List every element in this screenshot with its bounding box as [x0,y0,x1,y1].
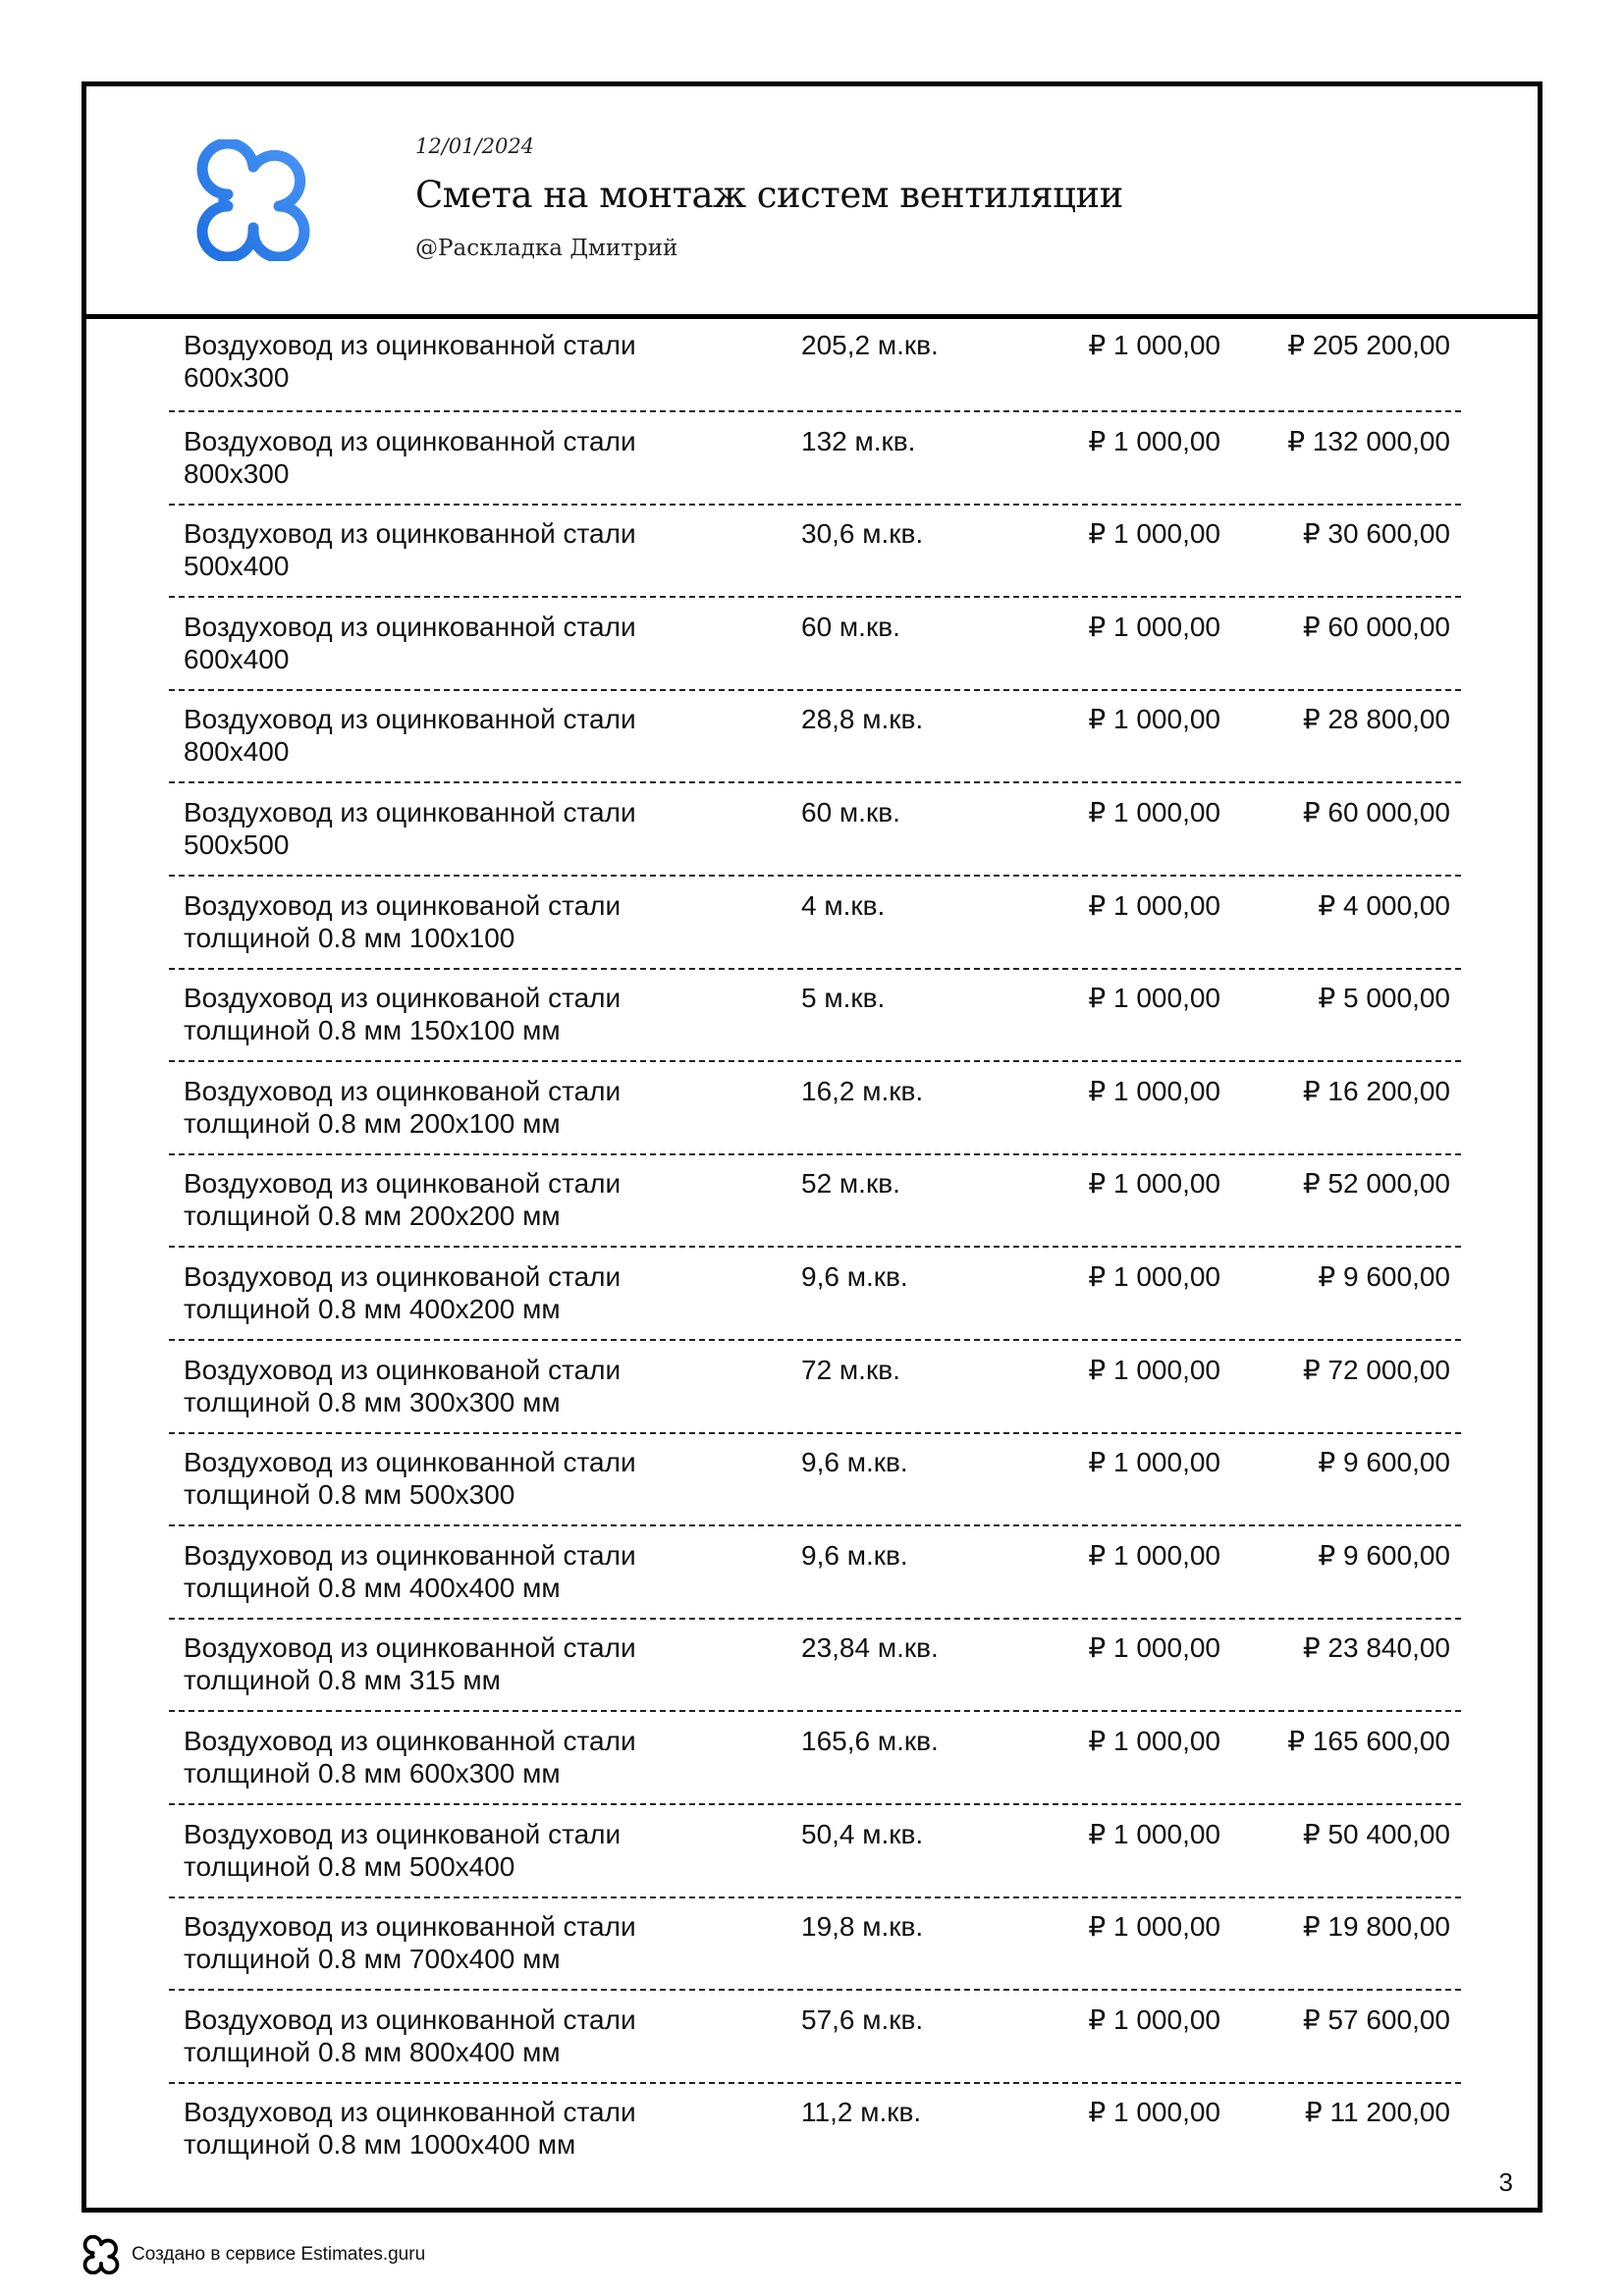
item-unit-price: ₽ 1 000,00 [1088,1260,1220,1292]
item-unit-price: ₽ 1 000,00 [1088,330,1220,360]
item-unit-price: ₽ 1 000,00 [1088,1354,1220,1385]
estimates-logo-icon [82,2235,120,2274]
footer [82,2235,425,2274]
item-total: ₽ 30 600,00 [1302,518,1450,550]
item-name: Воздуховод из оцинкованой стали толщиной 0.8 мм 100x100 [184,889,622,953]
item-unit-price: ₽ 1 000,00 [1088,425,1220,456]
item-quantity: 52 м.кв. [801,1168,900,1200]
item-total: ₽ 9 600,00 [1318,1447,1450,1478]
table-row [169,693,1461,783]
item-unit-price: ₽ 1 000,00 [1088,1818,1220,1849]
item-unit-price: ₽ 1 000,00 [1088,1168,1220,1200]
item-quantity: 132 м.кв. [801,425,916,456]
item-unit-price: ₽ 1 000,00 [1088,1911,1220,1943]
table-row [169,601,1461,691]
item-quantity: 19,8 м.кв. [801,1911,924,1943]
footer-credit: Создано в сервисе Estimates.guru [132,2244,426,2265]
item-total: ₽ 50 400,00 [1302,1818,1450,1849]
item-quantity: 57,6 м.кв. [801,2003,924,2035]
document-date: 12/01/2024 [415,134,535,158]
table-row [169,1065,1461,1155]
table-row [169,1529,1461,1620]
item-unit-price: ₽ 1 000,00 [1088,2097,1220,2128]
estimate-table [169,319,1461,2179]
table-row [169,1251,1461,1341]
table-row [169,1900,1461,1991]
document-title: Смета на монтаж систем вентиляции [415,174,1123,216]
estimates-logo-icon [194,139,312,261]
table-row [169,507,1461,598]
item-name: Воздуховод из оцинкованной стали 500x400 [184,518,636,582]
item-name: Воздуховод из оцинкованной стали 800x400 [184,704,636,768]
table-row [169,880,1461,970]
table-row [169,786,1461,877]
item-total: ₽ 23 840,00 [1302,1632,1450,1664]
item-total: ₽ 28 800,00 [1302,704,1450,735]
item-name: Воздуховод из оцинкованной стали толщиной 0.8 мм 600x300 мм [184,1725,636,1789]
item-unit-price: ₽ 1 000,00 [1088,518,1220,550]
item-quantity: 28,8 м.кв. [801,704,924,735]
item-name: Воздуховод из оцинкованной стали толщиной 0.8 мм 500x300 [184,1447,636,1511]
item-name: Воздуховод из оцинкованой стали толщиной 0.8 мм 500x400 [184,1818,622,1882]
item-total: ₽ 165 600,00 [1287,1725,1450,1756]
table-row [169,1715,1461,1805]
page-number: 3 [1498,2167,1513,2197]
item-quantity: 60 м.кв. [801,611,900,642]
document-header [86,86,1538,319]
item-total: ₽ 132 000,00 [1287,425,1450,456]
item-total: ₽ 5 000,00 [1318,983,1450,1014]
item-total: ₽ 11 200,00 [1304,2097,1450,2128]
item-quantity: 50,4 м.кв. [801,1818,924,1849]
item-unit-price: ₽ 1 000,00 [1088,704,1220,735]
item-quantity: 60 м.кв. [801,796,900,828]
table-row [169,972,1461,1062]
header-text [415,132,1123,265]
item-name: Воздуховод из оцинкованной стали 500x500 [184,796,636,860]
item-quantity: 5 м.кв. [801,983,886,1014]
table-row [169,1808,1461,1898]
item-unit-price: ₽ 1 000,00 [1088,796,1220,828]
table-row [169,1344,1461,1434]
item-quantity: 23,84 м.кв. [801,1632,939,1664]
item-total: ₽ 60 000,00 [1302,611,1450,642]
item-total: ₽ 72 000,00 [1302,1354,1450,1385]
item-name: Воздуховод из оцинкованной стали 600x300 [184,330,636,393]
table-row [169,1994,1461,2084]
item-quantity: 9,6 м.кв. [801,1260,908,1292]
item-total: ₽ 9 600,00 [1318,1539,1450,1571]
item-name: Воздуховод из оцинкованной стали толщиной 0.8 мм 1000x400 мм [184,2097,636,2161]
table-row [169,415,1461,506]
item-unit-price: ₽ 1 000,00 [1088,889,1220,921]
item-total: ₽ 9 600,00 [1318,1260,1450,1292]
item-total: ₽ 19 800,00 [1302,1911,1450,1943]
item-name: Воздуховод из оцинкованной стали 600x400 [184,611,636,674]
document-author: @Раскладка Дмитрий [415,236,678,261]
item-quantity: 30,6 м.кв. [801,518,924,550]
item-quantity: 11,2 м.кв. [801,2097,922,2128]
item-name: Воздуховод из оцинкованной стали толщиной 0.8 мм 700x400 мм [184,1911,636,1975]
item-name: Воздуховод из оцинкованной стали толщиной 0.8 мм 800x400 мм [184,2003,636,2067]
item-quantity: 165,6 м.кв. [801,1725,939,1756]
table-row [169,1157,1461,1248]
item-total: ₽ 57 600,00 [1302,2003,1450,2035]
item-quantity: 205,2 м.кв. [801,330,939,360]
item-name: Воздуховод из оцинкованой стали толщиной 0.8 мм 300x300 мм [184,1354,622,1417]
item-total: ₽ 205 200,00 [1287,330,1450,360]
item-total: ₽ 16 200,00 [1302,1075,1450,1106]
page-frame [81,81,1543,2213]
item-total: ₽ 60 000,00 [1302,796,1450,828]
item-name: Воздуховод из оцинкованой стали толщиной 0.8 мм 200x100 мм [184,1075,622,1139]
item-quantity: 9,6 м.кв. [801,1447,908,1478]
item-unit-price: ₽ 1 000,00 [1088,1539,1220,1571]
item-name: Воздуховод из оцинкованной стали 800x300 [184,425,636,489]
table-row [169,319,1461,412]
item-unit-price: ₽ 1 000,00 [1088,1447,1220,1478]
item-quantity: 9,6 м.кв. [801,1539,908,1571]
item-name: Воздуховод из оцинкованной стали толщиной 0.8 мм 400x400 мм [184,1539,636,1603]
item-name: Воздуховод из оцинкованой стали толщиной 0.8 мм 400x200 мм [184,1260,622,1324]
item-total: ₽ 4 000,00 [1318,889,1450,921]
table-row [169,1436,1461,1526]
item-quantity: 16,2 м.кв. [801,1075,924,1106]
item-unit-price: ₽ 1 000,00 [1088,611,1220,642]
item-name: Воздуховод из оцинкованной стали толщиной 0.8 мм 315 мм [184,1632,636,1696]
item-unit-price: ₽ 1 000,00 [1088,1632,1220,1664]
table-row [169,1622,1461,1712]
table-row [169,2086,1461,2176]
item-name: Воздуховод из оцинкованой стали толщиной 0.8 мм 200x200 мм [184,1168,622,1232]
item-unit-price: ₽ 1 000,00 [1088,1725,1220,1756]
item-unit-price: ₽ 1 000,00 [1088,1075,1220,1106]
item-total: ₽ 52 000,00 [1302,1168,1450,1200]
item-name: Воздуховод из оцинкованой стали толщиной 0.8 мм 150x100 мм [184,983,622,1046]
item-unit-price: ₽ 1 000,00 [1088,983,1220,1014]
item-quantity: 72 м.кв. [801,1354,900,1385]
item-quantity: 4 м.кв. [801,889,886,921]
item-unit-price: ₽ 1 000,00 [1088,2003,1220,2035]
